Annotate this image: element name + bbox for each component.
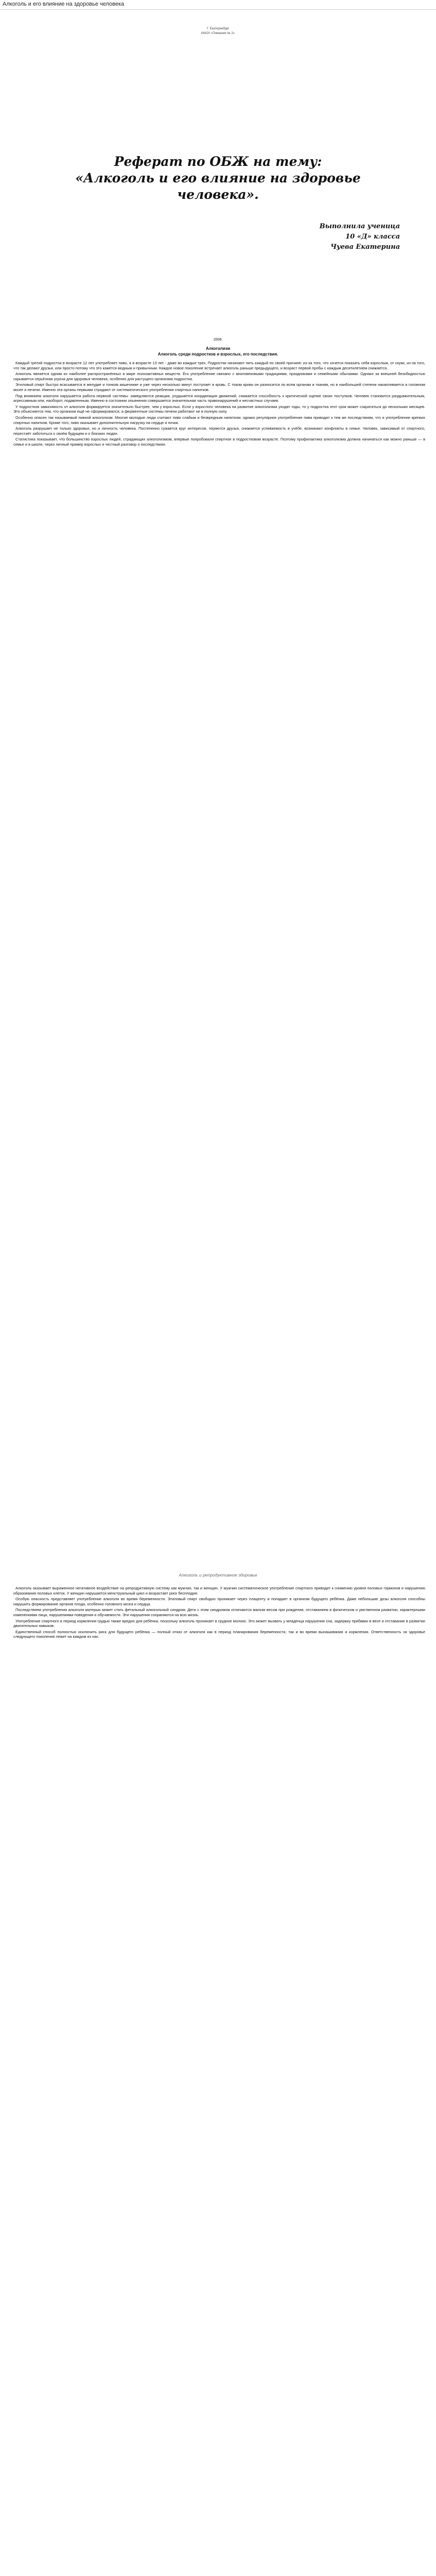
paragraph: Алкоголь разрушает не только здоровье, но и личность человека. Постепенно сужается круг интересов, теряются друзья, снижается успеваемость в учёбе, возникают конфликты в семье. Человек, зависимый от спиртного, перестаёт заботиться о своём будущем и о близких людях. <box>13 426 425 436</box>
author-block <box>320 222 400 252</box>
title-line-2: «Алкоголь и его влияние на здоровье <box>75 171 361 185</box>
year-line: 2008. <box>213 338 223 342</box>
body-text-part1 <box>13 361 425 448</box>
section-heading: Алкоголизм <box>205 346 231 351</box>
author-line-2: 10 «Д» класса <box>345 233 400 241</box>
paragraph: Этиловый спирт быстро всасывается в желудке и тонком кишечнике и уже через несколько минут поступает в кровь. С током крови он разносится по всем органам и тканям, но в наибольшей степени накапливается в головном мозге и печени. Именно эти органы первыми страдают от систематического употребления спиртных напитков. <box>13 382 425 392</box>
window-title-bar <box>0 0 436 10</box>
paragraph: Статистика показывает, что большинство взрослых людей, страдающих алкоголизмом, впервые попробовали спиртное в подростковом возрасте. Поэтому профилактика алкоголизма должна начинаться как можно раньше — в семье и в школе, через личный пример взрослых и честный разговор о последствиях. <box>13 437 425 447</box>
paragraph: Употребление спиртного в период кормления грудью также вредно для ребёнка, поскольку алкоголь проникает в грудное молоко. Это может вызвать у младенца нарушения сна, задержку прибавки в весе и отставание в развитии двигательных навыков. <box>13 1618 425 1629</box>
window-title: Алкоголь и его влияние на здоровье человека <box>3 1 125 7</box>
section-title: Алкоголь и репродуктивное здоровье <box>179 1572 257 1578</box>
paragraph: Последствием употребления алкоголя матерью может стать фетальный алкогольный синдром. Дети с этим синдромом отличаются малым весом при рождении, отставанием в физическом и умственном развитии, характерными изменениями лица, нарушениями поведения и обучаемости. Эти нарушения сохраняются на всю жизнь. <box>13 1607 425 1617</box>
paragraph: Единственный способ полностью исключить риск для будущего ребёнка — полный отказ от алкоголя как в период планирования беременности, так и во время вынашивания и кормления. Ответственность за здоровье следующего поколения лежит на каждом из нас. <box>13 1629 425 1639</box>
document-title <box>46 154 390 203</box>
paragraph: Каждый третий подросток в возрасте 12 лет употребляет пиво, а в возрасте 13 лет - даже во каждые трех. Подростки начинают пить каждый по своей причине: из-за того, что хочется показать себя взрослым, от скуки, из-за того, что так делают друзья, или просто потому что это кажется модным и привычным. Каждое новое поколение встречает алкоголь раньше предыдущего, и возраст первой пробы с каждым десятилетием снижается. <box>13 361 425 370</box>
document-meta-line1: Г. Екатеринбург <box>206 27 230 30</box>
paragraph: Особую опасность представляет употребление алкоголя во время беременности. Этиловый спирт свободно проникает через плаценту и попадает в организм будущего ребёнка. Даже небольшие дозы алкоголя способны нарушить формирование органов плода, особенно головного мозга и сердца. <box>13 1597 425 1606</box>
document-meta-line2: МАОУ «Гимназия № 2» <box>201 32 235 35</box>
section-subheading: Алкоголь среди подростков и взрослых, его последствия. <box>158 352 278 357</box>
paragraph: Алкоголь оказывает выраженное негативное воздействие на репродуктивную систему как мужчин, так и женщин. У мужчин систематическое употребление спиртного приводит к снижению уровня половых гормонов и нарушению образования половых клеток. У женщин нарушается менструальный цикл и возрастает риск бесплодия. <box>13 1586 425 1596</box>
paragraph: Особенно опасен так называемый пивной алкоголизм. Многие молодые люди считают пиво слабым и безвредным напитком, однако регулярное употребление пива приводит к тем же последствиям, что и употребление крепких спиртных напитков. Кроме того, пиво оказывает дополнительную нагрузку на сердце и почки. <box>13 415 425 425</box>
paragraph: Алкоголь является одним из наиболее распространённых в мире психоактивных веществ. Его употребление связано с многовековыми традициями, праздниками и семейными обычаями. Однако за внешней безобидностью скрывается серьёзная угроза для здоровья человека, особенно для растущего организма подростка. <box>13 371 425 381</box>
body-text-part2 <box>13 1586 425 1640</box>
title-line-1: Реферат по ОБЖ на тему: <box>114 154 322 169</box>
author-line-1: Выполнила ученица <box>319 223 400 230</box>
author-line-3: Чуева Екатерина <box>330 243 400 251</box>
paragraph: У подростков зависимость от алкоголя формируется значительно быстрее, чем у взрослых. Если у взрослого человека на развитие алкоголизма уходят годы, то у подростка этот срок может сократиться до нескольких месяцев. Это объясняется тем, что организм ещё не сформировался, а ферментные системы печени работают не в полную силу. <box>13 404 425 414</box>
paragraph: Под влиянием алкоголя нарушается работа нервной системы: замедляются реакции, ухудшается координация движений, снижается способность к критической оценке своих поступков. Человек становится раздражительным, агрессивным или, наоборот, подавленным. Именно в состоянии опьянения совершается значительная часть правонарушений и несчастных случаев. <box>13 393 425 403</box>
title-line-3: человека». <box>177 187 259 202</box>
